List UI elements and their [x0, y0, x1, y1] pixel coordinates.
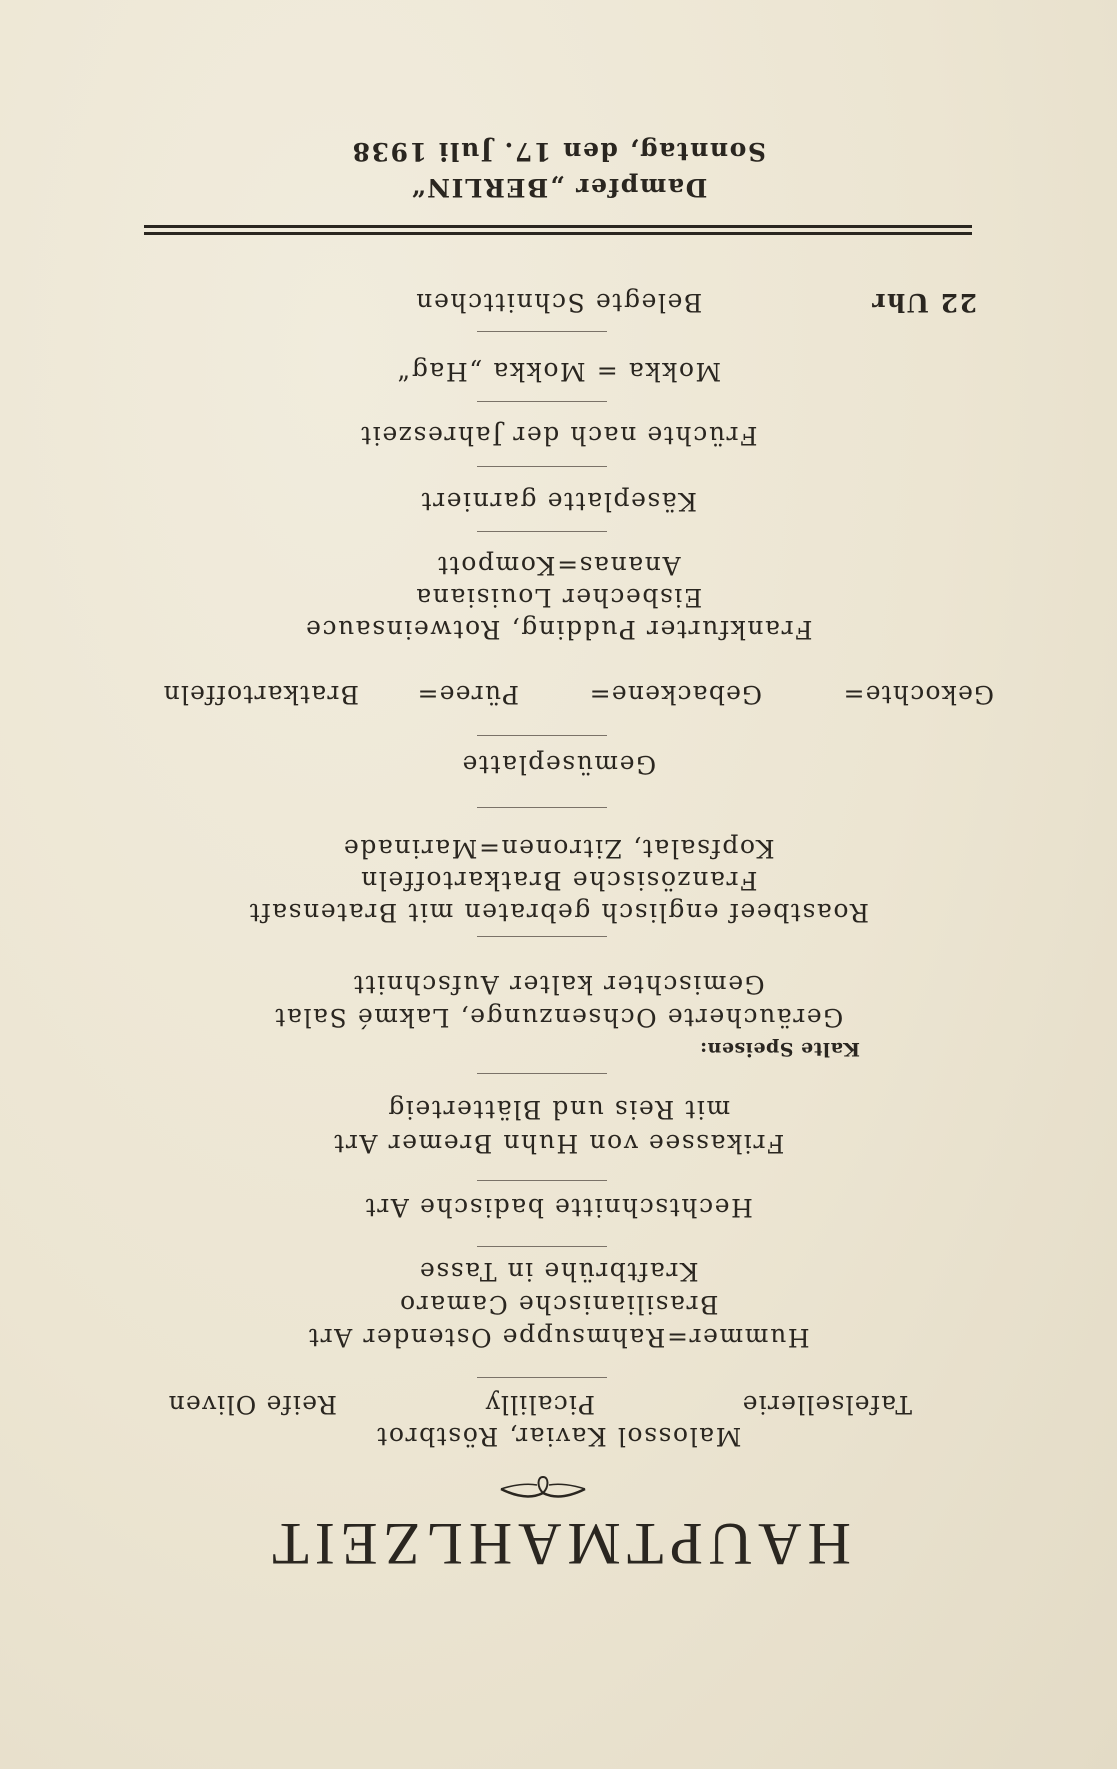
dessert-item: Ananas=Kompott	[436, 551, 681, 580]
separator	[477, 531, 607, 532]
coffee-item: Mokka = Mokka „Hag“	[395, 357, 722, 386]
ship-name: Dampfer „BERLIN“	[409, 173, 708, 202]
menu-date: Sonntag, den 17. Juli 1938	[350, 137, 767, 166]
starter-line: Malossol Kaviar, Röstbrot	[375, 1422, 742, 1451]
double-rule-bottom	[144, 225, 972, 228]
soup-item: Kraftbrühe in Tasse	[418, 1257, 699, 1286]
cold-item: Gemischter kalter Aufschnitt	[352, 970, 765, 999]
potato-roast: Bratkartoffeln	[162, 680, 359, 709]
cold-dishes-label: Kalte Speisen:	[699, 1038, 860, 1060]
separator	[477, 807, 607, 808]
soup-item: Hummer=Rahmsuppe Ostender Art	[307, 1323, 810, 1352]
roast-item: Roastbeef englisch gebraten mit Bratensaft	[248, 898, 869, 927]
roast-item: Kopfsalat, Zitronen=Marinade	[342, 834, 775, 863]
separator	[477, 936, 607, 937]
separator	[477, 1180, 607, 1181]
potato-puree: Püree=	[416, 680, 519, 709]
dessert-item: Frankfurter Pudding, Rotweinsauce	[304, 615, 813, 644]
double-rule-top	[144, 232, 972, 235]
starter-left: Tafelsellerie	[741, 1390, 912, 1419]
fricassee-item: Frikassee von Huhn Bremer Art	[332, 1129, 785, 1158]
separator	[477, 401, 607, 402]
roast-item: Französische Bratkartoffeln	[359, 866, 758, 895]
cheese-item: Käseplatte garniert	[419, 487, 698, 516]
starter-middle: Picalilly	[484, 1390, 595, 1419]
scroll-ornament-icon	[497, 1471, 589, 1507]
separator	[477, 1377, 607, 1378]
late-item: Belegte Schnittchen	[414, 288, 703, 317]
cold-item: Geräucherte Ochsenzunge, Lakmé Salat	[273, 1003, 844, 1032]
separator	[477, 331, 607, 332]
potato-fried: Gebackene=	[588, 680, 762, 709]
late-time: 22 Uhr	[870, 288, 977, 317]
soup-item: Brasilianische Camaro	[398, 1290, 719, 1319]
potato-boiled: Gekochte=	[842, 680, 994, 709]
separator	[477, 735, 607, 736]
dessert-item: Eisbecher Louisiana	[414, 583, 703, 612]
starter-right: Reife Oliven	[167, 1390, 337, 1419]
fish-item: Hechtschnitte badische Art	[364, 1193, 753, 1222]
fricassee-item: mit Reis und Blätterteig	[386, 1095, 731, 1124]
separator	[477, 1073, 607, 1074]
fruit-item: Früchte nach der Jahreszeit	[359, 421, 758, 450]
vegetable-item: Gemüseplatte	[460, 750, 657, 779]
menu-title: HAUPTMAHLZEIT	[266, 1511, 851, 1577]
separator	[477, 466, 607, 467]
separator	[477, 1246, 607, 1247]
